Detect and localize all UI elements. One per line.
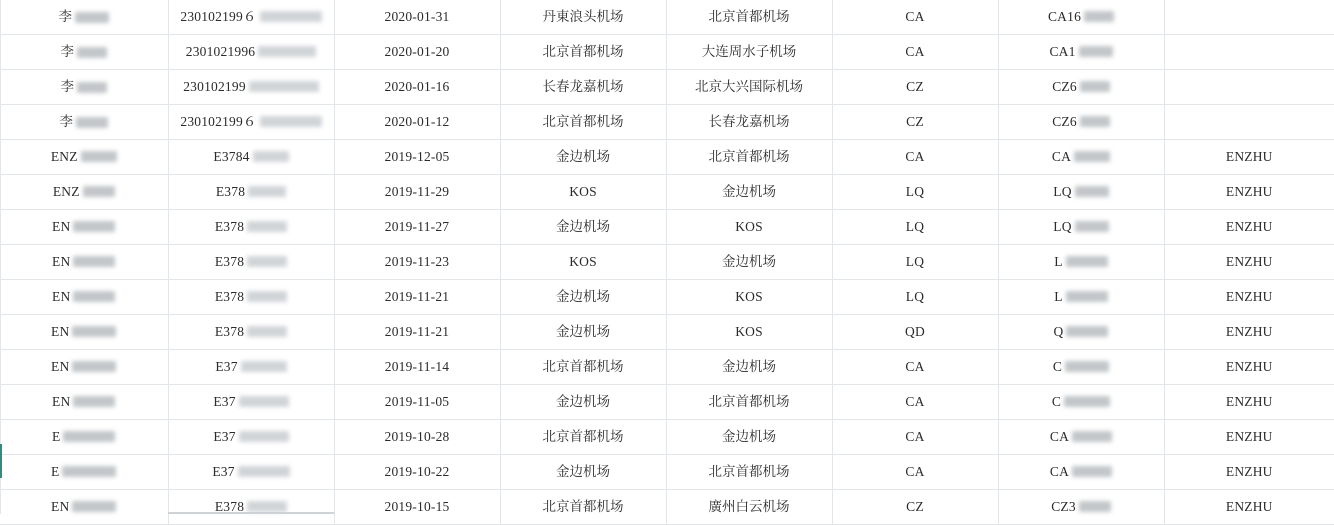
redaction-block: [1075, 186, 1109, 197]
cell-arrival-airport: [666, 350, 832, 385]
cell-airline-code-text: CA: [905, 429, 925, 444]
cell-airline-code-text: CA: [905, 44, 925, 59]
cell-flight-number: [998, 175, 1164, 210]
cell-remark: [1164, 0, 1334, 35]
redaction-block: [247, 221, 287, 232]
cell-id-number: [168, 70, 334, 105]
cell-id-number: [168, 35, 334, 70]
cell-arrival-airport: [666, 385, 832, 420]
cell-id-number-text: 230102199６: [180, 9, 257, 24]
cell-airline-code: [832, 140, 998, 175]
cell-id-number: [168, 140, 334, 175]
redaction-block: [258, 46, 316, 57]
cell-airline-code: [832, 245, 998, 280]
cell-flight-number-text: CA: [1049, 464, 1070, 479]
cell-departure-airport-text: 北京首都机场: [542, 44, 624, 60]
cell-passenger-name: [0, 175, 168, 210]
cell-departure-airport: [500, 0, 666, 35]
cell-departure-airport-text: 北京首都机场: [542, 429, 624, 445]
cell-flight-date: [334, 35, 500, 70]
cell-passenger-name: [0, 490, 168, 525]
cell-arrival-airport-text: 北京首都机场: [708, 464, 790, 480]
cell-passenger-name-text: 李: [58, 9, 72, 25]
redaction-block: [1065, 361, 1109, 372]
cell-passenger-name-text: 李: [60, 79, 74, 95]
cell-departure-airport-text: 金边机场: [556, 219, 610, 235]
redaction-block: [76, 117, 108, 128]
cell-id-number: [168, 350, 334, 385]
cell-remark-text: ENZHU: [1225, 184, 1273, 199]
cell-id-number-text: E378: [214, 219, 245, 234]
cell-flight-date-text: 2019-10-15: [384, 499, 450, 514]
cell-flight-date: [334, 0, 500, 35]
cell-arrival-airport-text: KOS: [735, 324, 763, 339]
cell-passenger-name: [0, 385, 168, 420]
cell-flight-date: [334, 420, 500, 455]
cell-airline-code: [832, 70, 998, 105]
redaction-block: [75, 12, 109, 23]
redaction-block: [81, 151, 117, 162]
cell-departure-airport-text: 长春龙嘉机场: [542, 79, 624, 95]
cell-flight-number-text: C: [1051, 394, 1062, 409]
cell-remark-text: ENZHU: [1225, 149, 1273, 164]
cell-arrival-airport-text: 北京首都机场: [708, 9, 790, 25]
cell-passenger-name-text: EN: [52, 219, 71, 234]
redaction-block: [73, 256, 115, 267]
cell-flight-number: [998, 210, 1164, 245]
cell-flight-number: [998, 455, 1164, 490]
cell-departure-airport: [500, 490, 666, 525]
cell-arrival-airport: [666, 210, 832, 245]
cell-departure-airport: [500, 35, 666, 70]
cell-id-number-text: E378: [214, 289, 245, 304]
cell-flight-number: [998, 385, 1164, 420]
cell-remark-text: ENZHU: [1225, 289, 1273, 304]
table-row[interactable]: [0, 70, 1334, 105]
cell-airline-code-text: CA: [905, 394, 925, 409]
cell-airline-code-text: CA: [905, 359, 925, 374]
cell-flight-number: [998, 490, 1164, 525]
cell-departure-airport: [500, 385, 666, 420]
cell-arrival-airport: [666, 490, 832, 525]
cell-flight-date-text: 2019-11-21: [384, 289, 450, 304]
cell-flight-number: [998, 420, 1164, 455]
table-row[interactable]: [0, 420, 1334, 455]
cell-remark: [1164, 210, 1334, 245]
cell-arrival-airport-text: KOS: [735, 219, 763, 234]
cell-airline-code: [832, 315, 998, 350]
cell-flight-number: [998, 245, 1164, 280]
cell-arrival-airport: [666, 455, 832, 490]
redaction-block: [1080, 116, 1110, 127]
redaction-block: [1079, 46, 1113, 57]
cell-passenger-name: [0, 210, 168, 245]
cell-passenger-name: [0, 420, 168, 455]
cell-flight-date-text: 2019-11-29: [384, 184, 450, 199]
cell-remark-text: ENZHU: [1225, 219, 1273, 234]
cell-remark: [1164, 140, 1334, 175]
cell-id-number: [168, 245, 334, 280]
cell-id-number-text: E37: [213, 429, 236, 444]
cell-flight-date-text: 2019-12-05: [384, 149, 450, 164]
cell-airline-code: [832, 455, 998, 490]
cell-passenger-name-text: EN: [52, 289, 71, 304]
cell-airline-code-text: LQ: [905, 184, 925, 199]
cell-id-number: [168, 0, 334, 35]
cell-remark: [1164, 420, 1334, 455]
cell-passenger-name: [0, 455, 168, 490]
cell-remark: [1164, 280, 1334, 315]
cell-departure-airport: [500, 175, 666, 210]
cell-remark: [1164, 455, 1334, 490]
cell-airline-code: [832, 385, 998, 420]
cell-flight-date: [334, 455, 500, 490]
cell-passenger-name: [0, 350, 168, 385]
cell-flight-number-text: LQ: [1053, 219, 1072, 234]
cell-airline-code-text: QD: [905, 324, 925, 339]
cell-flight-number: [998, 315, 1164, 350]
redaction-block: [247, 501, 287, 512]
cell-passenger-name-text: EN: [52, 254, 71, 269]
cell-flight-number-text: CA16: [1047, 9, 1082, 24]
cell-arrival-airport: [666, 245, 832, 280]
cell-flight-date-text: 2019-11-05: [384, 394, 450, 409]
cell-flight-date-text: 2020-01-31: [384, 9, 450, 24]
redaction-block: [239, 431, 289, 442]
cell-flight-number-text: C: [1052, 359, 1063, 374]
cell-passenger-name: [0, 315, 168, 350]
cell-id-number-text: E37: [215, 359, 238, 374]
redaction-block: [241, 361, 287, 372]
cell-arrival-airport-text: 大连周水子机场: [701, 44, 797, 60]
cell-airline-code-text: LQ: [905, 289, 925, 304]
redaction-block: [72, 326, 116, 337]
cell-airline-code-text: CA: [905, 464, 925, 479]
cell-passenger-name-text: 李: [59, 114, 73, 130]
cell-flight-date: [334, 210, 500, 245]
cell-arrival-airport-text: 长春龙嘉机场: [708, 114, 790, 130]
redaction-block: [239, 396, 289, 407]
cell-id-number: [168, 280, 334, 315]
redaction-block: [1079, 501, 1111, 512]
redaction-block: [248, 186, 286, 197]
cell-passenger-name-text: ENZ: [52, 184, 80, 199]
cell-airline-code: [832, 175, 998, 210]
cell-remark: [1164, 105, 1334, 140]
cell-arrival-airport-text: 金边机场: [722, 254, 776, 270]
cell-departure-airport-text: 北京首都机场: [542, 499, 624, 515]
table-row[interactable]: [0, 175, 1334, 210]
table-row[interactable]: [0, 350, 1334, 385]
cell-flight-number-text: Q: [1053, 324, 1064, 339]
table-row[interactable]: [0, 140, 1334, 175]
cell-flight-date: [334, 490, 500, 525]
cell-remark: [1164, 35, 1334, 70]
cell-airline-code-text: CA: [905, 9, 925, 24]
table-row[interactable]: [0, 455, 1334, 490]
table-row[interactable]: [0, 210, 1334, 245]
table-row[interactable]: [0, 245, 1334, 280]
redaction-block: [83, 186, 115, 197]
cell-arrival-airport-text: 金边机场: [722, 359, 776, 375]
cell-flight-date-text: 2019-11-27: [384, 219, 450, 234]
cell-arrival-airport-text: 金边机场: [722, 429, 776, 445]
cell-arrival-airport: [666, 175, 832, 210]
cell-passenger-name: [0, 0, 168, 35]
cell-departure-airport: [500, 315, 666, 350]
cell-flight-number-text: LQ: [1053, 184, 1072, 199]
cell-departure-airport: [500, 350, 666, 385]
cell-flight-number-text: CA: [1049, 429, 1070, 444]
table-row[interactable]: [0, 35, 1334, 70]
cell-remark: [1164, 175, 1334, 210]
cell-passenger-name-text: E: [51, 464, 60, 479]
cell-airline-code: [832, 420, 998, 455]
cell-flight-number: [998, 105, 1164, 140]
cell-flight-number-text: L: [1054, 254, 1063, 269]
cell-passenger-name-text: EN: [51, 499, 70, 514]
cell-remark-text: ENZHU: [1225, 254, 1273, 269]
table-row[interactable]: [0, 280, 1334, 315]
cell-id-number: [168, 315, 334, 350]
redaction-block: [73, 291, 115, 302]
cell-departure-airport: [500, 280, 666, 315]
cell-flight-date: [334, 315, 500, 350]
cell-flight-number: [998, 350, 1164, 385]
cell-passenger-name: [0, 70, 168, 105]
cell-passenger-name: [0, 245, 168, 280]
cell-id-number: [168, 490, 334, 525]
redaction-block: [1075, 221, 1109, 232]
cell-flight-date: [334, 175, 500, 210]
cell-arrival-airport-text: KOS: [735, 289, 763, 304]
cell-remark: [1164, 490, 1334, 525]
cell-departure-airport-text: 金边机场: [556, 149, 610, 165]
cell-arrival-airport: [666, 420, 832, 455]
cell-remark: [1164, 315, 1334, 350]
cell-passenger-name-text: EN: [51, 324, 70, 339]
cell-flight-date: [334, 70, 500, 105]
redaction-block: [62, 466, 116, 477]
cell-remark-text: ENZHU: [1225, 394, 1273, 409]
cell-arrival-airport-text: 金边机场: [722, 184, 776, 200]
cell-departure-airport: [500, 70, 666, 105]
cell-departure-airport: [500, 455, 666, 490]
cell-departure-airport-text: 金边机场: [556, 324, 610, 340]
cell-arrival-airport: [666, 315, 832, 350]
cell-flight-date-text: 2019-11-23: [384, 254, 450, 269]
cell-passenger-name: [0, 280, 168, 315]
cell-flight-number-text: L: [1054, 289, 1063, 304]
cell-passenger-name-text: EN: [51, 359, 70, 374]
cell-id-number: [168, 175, 334, 210]
cell-id-number-text: E378: [214, 254, 245, 269]
cell-departure-airport-text: 北京首都机场: [542, 114, 624, 130]
cell-id-number-text: 2301021996: [185, 44, 256, 59]
table-row[interactable]: [0, 385, 1334, 420]
cell-passenger-name: [0, 140, 168, 175]
cell-departure-airport: [500, 140, 666, 175]
cell-flight-number-text: CA: [1051, 149, 1072, 164]
cell-passenger-name: [0, 105, 168, 140]
cell-id-number-text: 230102199: [183, 79, 246, 94]
cell-passenger-name-text: ENZ: [50, 149, 78, 164]
cell-remark-text: ENZHU: [1225, 499, 1273, 514]
redaction-block: [260, 11, 322, 22]
cell-id-number-text: E37: [212, 464, 235, 479]
cell-arrival-airport: [666, 70, 832, 105]
redaction-block: [1066, 291, 1108, 302]
cell-id-number: [168, 210, 334, 245]
cell-remark: [1164, 70, 1334, 105]
cell-airline-code-text: LQ: [905, 219, 925, 234]
redaction-block: [1072, 466, 1112, 477]
redaction-block: [253, 151, 289, 162]
cell-arrival-airport: [666, 280, 832, 315]
redaction-block: [1072, 431, 1112, 442]
cell-departure-airport-text: 金边机场: [556, 289, 610, 305]
redaction-block: [1080, 81, 1110, 92]
cell-airline-code-text: CA: [905, 149, 925, 164]
redaction-block: [1066, 256, 1108, 267]
cell-flight-date: [334, 350, 500, 385]
cell-airline-code-text: LQ: [905, 254, 925, 269]
cell-airline-code-text: CZ: [906, 79, 924, 94]
cell-arrival-airport-text: 北京首都机场: [708, 149, 790, 165]
cell-remark: [1164, 245, 1334, 280]
cell-departure-airport-text: 金边机场: [556, 464, 610, 480]
cell-id-number-text: E378: [215, 184, 246, 199]
cell-departure-airport-text: KOS: [569, 254, 597, 269]
redaction-block: [247, 326, 287, 337]
cell-airline-code: [832, 350, 998, 385]
cell-remark-text: ENZHU: [1225, 359, 1273, 374]
redaction-block: [238, 466, 290, 477]
cell-id-number: [168, 105, 334, 140]
cell-flight-date-text: 2019-10-28: [384, 429, 450, 444]
cell-arrival-airport-text: 廣州白云机场: [708, 499, 790, 515]
redaction-block: [1084, 11, 1114, 22]
cell-id-number-text: 230102199６: [180, 114, 257, 129]
cell-arrival-airport: [666, 140, 832, 175]
table-row[interactable]: [0, 0, 1334, 35]
cell-departure-airport-text: KOS: [569, 184, 597, 199]
cell-airline-code-text: CZ: [906, 114, 924, 129]
cell-id-number-text: E37: [213, 394, 236, 409]
cell-id-number: [168, 455, 334, 490]
cell-departure-airport-text: 丹東浪头机场: [542, 9, 624, 25]
redaction-block: [63, 431, 115, 442]
redaction-block: [72, 361, 116, 372]
cell-passenger-name-text: E: [52, 429, 61, 444]
cell-passenger-name-text: 李: [60, 44, 74, 60]
redaction-block: [1074, 151, 1110, 162]
cell-airline-code: [832, 35, 998, 70]
cell-flight-date: [334, 140, 500, 175]
cell-remark: [1164, 350, 1334, 385]
cell-flight-date-text: 2020-01-12: [384, 114, 450, 129]
cell-passenger-name-text: EN: [52, 394, 71, 409]
cell-id-number-text: E3784: [213, 149, 250, 164]
cell-flight-number-text: CZ3: [1051, 499, 1076, 514]
cell-flight-date: [334, 385, 500, 420]
redaction-block: [73, 221, 115, 232]
redaction-block: [1064, 396, 1110, 407]
cell-flight-number-text: CA1: [1049, 44, 1076, 59]
cell-flight-date-text: 2019-10-22: [384, 464, 450, 479]
cell-flight-date: [334, 245, 500, 280]
cell-airline-code: [832, 280, 998, 315]
cell-airline-code: [832, 490, 998, 525]
cell-departure-airport-text: 金边机场: [556, 394, 610, 410]
redaction-block: [247, 291, 287, 302]
cell-id-number: [168, 385, 334, 420]
cell-airline-code: [832, 0, 998, 35]
cell-arrival-airport: [666, 105, 832, 140]
redaction-block: [72, 501, 116, 512]
cell-flight-date-text: 2019-11-14: [384, 359, 450, 374]
cell-departure-airport-text: 北京首都机场: [542, 359, 624, 375]
cell-arrival-airport-text: 北京大兴国际机场: [695, 79, 803, 95]
redaction-block: [73, 396, 115, 407]
cell-flight-number: [998, 140, 1164, 175]
cell-airline-code-text: CZ: [906, 499, 924, 514]
cell-flight-date: [334, 280, 500, 315]
redaction-block: [77, 47, 107, 58]
cell-departure-airport: [500, 420, 666, 455]
cell-departure-airport: [500, 105, 666, 140]
cell-arrival-airport: [666, 0, 832, 35]
redaction-block: [1066, 326, 1108, 337]
redaction-block: [77, 82, 107, 93]
cell-passenger-name: [0, 35, 168, 70]
cell-flight-date-text: 2020-01-16: [384, 79, 450, 94]
redaction-block: [249, 81, 319, 92]
cell-id-number-text: E378: [214, 499, 245, 514]
cell-arrival-airport: [666, 35, 832, 70]
table-row[interactable]: [0, 315, 1334, 350]
cell-flight-number-text: CZ6: [1052, 79, 1077, 94]
cell-id-number-text: E378: [214, 324, 245, 339]
redaction-block: [247, 256, 287, 267]
cell-airline-code: [832, 210, 998, 245]
cell-flight-number: [998, 70, 1164, 105]
cell-remark-text: ENZHU: [1225, 429, 1273, 444]
cell-arrival-airport-text: 北京首都机场: [708, 394, 790, 410]
cell-flight-number: [998, 0, 1164, 35]
cell-flight-number-text: CZ6: [1052, 114, 1077, 129]
table-row[interactable]: [0, 490, 1334, 525]
cell-flight-number: [998, 280, 1164, 315]
cell-flight-date: [334, 105, 500, 140]
cell-departure-airport: [500, 245, 666, 280]
cell-remark-text: ENZHU: [1225, 324, 1273, 339]
cell-remark-text: ENZHU: [1225, 464, 1273, 479]
cell-remark: [1164, 385, 1334, 420]
cell-departure-airport: [500, 210, 666, 245]
cell-airline-code: [832, 105, 998, 140]
cell-id-number: [168, 420, 334, 455]
table-row[interactable]: [0, 105, 1334, 140]
cell-flight-date-text: 2019-11-21: [384, 324, 450, 339]
cell-flight-number: [998, 35, 1164, 70]
redaction-block: [260, 116, 322, 127]
cell-flight-date-text: 2020-01-20: [384, 44, 450, 59]
